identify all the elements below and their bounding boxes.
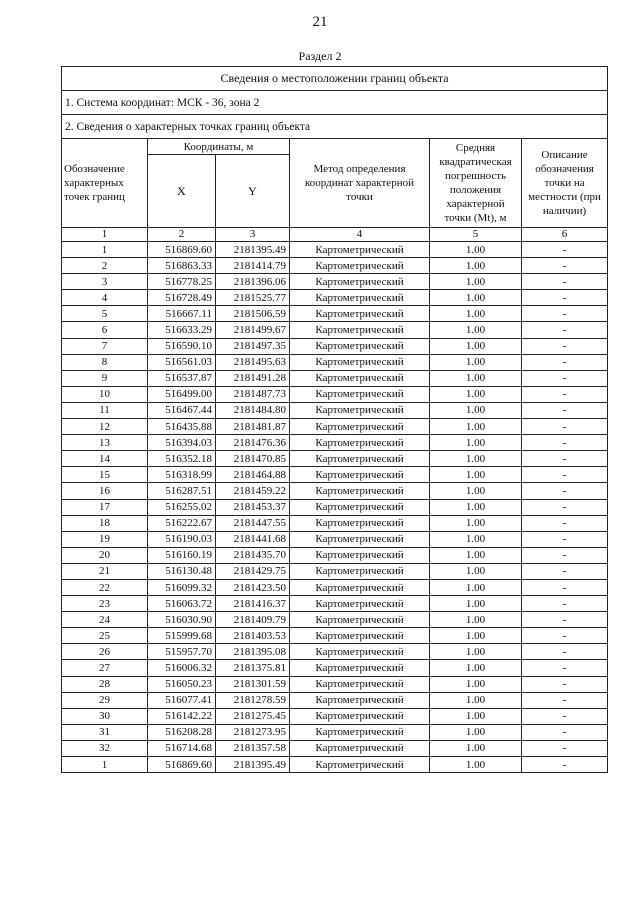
description-cell: -	[522, 483, 608, 499]
error-cell: 1.00	[430, 676, 522, 692]
method-cell: Картометрический	[290, 724, 430, 740]
coord-y-cell: 2181395.49	[216, 242, 290, 258]
description-cell: -	[522, 499, 608, 515]
table-row	[62, 660, 608, 676]
error-cell: 1.00	[430, 451, 522, 467]
table-row	[62, 515, 608, 531]
table-row	[62, 724, 608, 740]
coord-y-cell: 2181497.35	[216, 338, 290, 354]
column-number: 1	[62, 228, 148, 242]
point-id-cell: 6	[62, 322, 148, 338]
coord-y-cell: 2181395.49	[216, 757, 290, 773]
coord-x-cell: 516190.03	[148, 531, 216, 547]
coord-y-cell: 2181464.88	[216, 467, 290, 483]
coord-y-cell: 2181481.87	[216, 419, 290, 435]
error-cell: 1.00	[430, 354, 522, 370]
coord-x-cell: 516050.23	[148, 676, 216, 692]
method-cell: Картометрический	[290, 435, 430, 451]
coord-y-cell: 2181459.22	[216, 483, 290, 499]
point-id-cell: 27	[62, 660, 148, 676]
coord-y-cell: 2181423.50	[216, 579, 290, 595]
coord-y-cell: 2181416.37	[216, 596, 290, 612]
description-cell: -	[522, 402, 608, 418]
coord-x-cell: 516255.02	[148, 499, 216, 515]
coord-x-cell: 516863.33	[148, 258, 216, 274]
method-cell: Картометрический	[290, 692, 430, 708]
table-row	[62, 596, 608, 612]
point-id-cell: 19	[62, 531, 148, 547]
coord-x-cell: 516222.67	[148, 515, 216, 531]
coord-y-cell: 2181495.63	[216, 354, 290, 370]
description-cell: -	[522, 370, 608, 386]
description-cell: -	[522, 531, 608, 547]
coord-y-cell: 2181453.37	[216, 499, 290, 515]
method-cell: Картометрический	[290, 419, 430, 435]
error-cell: 1.00	[430, 242, 522, 258]
table-row	[62, 242, 608, 258]
table-row	[62, 354, 608, 370]
method-cell: Картометрический	[290, 499, 430, 515]
column-number: 4	[290, 228, 430, 242]
boundary-points-table	[61, 66, 608, 773]
point-id-cell: 14	[62, 451, 148, 467]
error-cell: 1.00	[430, 563, 522, 579]
coord-system-row: 1. Система координат: МСК - 36, зона 2	[62, 91, 608, 115]
coord-x-cell: 516435.88	[148, 419, 216, 435]
table-row	[62, 740, 608, 756]
method-cell: Картометрический	[290, 338, 430, 354]
coord-x-cell: 516287.51	[148, 483, 216, 499]
coord-x-cell: 516561.03	[148, 354, 216, 370]
error-cell: 1.00	[430, 306, 522, 322]
coord-y-cell: 2181409.79	[216, 612, 290, 628]
column-numbers-row	[62, 228, 608, 242]
coord-x-cell: 516667.11	[148, 306, 216, 322]
coord-y-cell: 2181470.85	[216, 451, 290, 467]
error-cell: 1.00	[430, 660, 522, 676]
coord-x-cell: 516778.25	[148, 274, 216, 290]
point-id-cell: 3	[62, 274, 148, 290]
method-cell: Картометрический	[290, 322, 430, 338]
point-id-cell: 29	[62, 692, 148, 708]
error-cell: 1.00	[430, 499, 522, 515]
coord-x-cell: 516537.87	[148, 370, 216, 386]
table-row	[62, 338, 608, 354]
coord-y-cell: 2181396.06	[216, 274, 290, 290]
coord-x-cell: 516006.32	[148, 660, 216, 676]
point-id-cell: 24	[62, 612, 148, 628]
coord-x-cell: 516318.99	[148, 467, 216, 483]
coord-y-cell: 2181447.55	[216, 515, 290, 531]
coord-x-cell: 516714.68	[148, 740, 216, 756]
point-id-cell: 13	[62, 435, 148, 451]
point-id-cell: 7	[62, 338, 148, 354]
coord-x-cell: 516394.03	[148, 435, 216, 451]
error-cell: 1.00	[430, 515, 522, 531]
error-cell: 1.00	[430, 692, 522, 708]
coord-y-cell: 2181395.08	[216, 644, 290, 660]
coord-y-cell: 2181414.79	[216, 258, 290, 274]
description-cell: -	[522, 676, 608, 692]
coord-x-cell: 516160.19	[148, 547, 216, 563]
point-id-cell: 1	[62, 242, 148, 258]
method-cell: Картометрический	[290, 467, 430, 483]
point-id-cell: 8	[62, 354, 148, 370]
header-error: Средняя квадратическая погрешность положения характерной точки (Mt), м	[430, 139, 522, 228]
method-cell: Картометрический	[290, 386, 430, 402]
coord-x-cell: 516467.44	[148, 402, 216, 418]
points-heading-row: 2. Сведения о характерных точках границ объекта	[62, 115, 608, 139]
method-cell: Картометрический	[290, 242, 430, 258]
error-cell: 1.00	[430, 579, 522, 595]
coord-x-cell: 516030.90	[148, 612, 216, 628]
table-row	[62, 435, 608, 451]
method-cell: Картометрический	[290, 515, 430, 531]
point-id-cell: 31	[62, 724, 148, 740]
error-cell: 1.00	[430, 531, 522, 547]
coord-y-cell: 2181429.75	[216, 563, 290, 579]
point-id-cell: 23	[62, 596, 148, 612]
table-row	[62, 451, 608, 467]
method-cell: Картометрический	[290, 306, 430, 322]
coord-x-cell: 516352.18	[148, 451, 216, 467]
coord-x-cell: 516633.29	[148, 322, 216, 338]
method-cell: Картометрический	[290, 258, 430, 274]
table-row	[62, 483, 608, 499]
column-number: 5	[430, 228, 522, 242]
header-y: Y	[216, 155, 290, 228]
method-cell: Картометрический	[290, 547, 430, 563]
point-id-cell: 28	[62, 676, 148, 692]
description-cell: -	[522, 338, 608, 354]
error-cell: 1.00	[430, 322, 522, 338]
error-cell: 1.00	[430, 386, 522, 402]
error-cell: 1.00	[430, 402, 522, 418]
error-cell: 1.00	[430, 338, 522, 354]
header-coords: Координаты, м	[148, 139, 290, 155]
error-cell: 1.00	[430, 370, 522, 386]
table-row	[62, 419, 608, 435]
error-cell: 1.00	[430, 290, 522, 306]
table-row	[62, 322, 608, 338]
description-cell: -	[522, 258, 608, 274]
method-cell: Картометрический	[290, 596, 430, 612]
description-cell: -	[522, 692, 608, 708]
coord-x-cell: 516099.32	[148, 579, 216, 595]
coord-x-cell: 515957.70	[148, 644, 216, 660]
coord-y-cell: 2181375.81	[216, 660, 290, 676]
table-row	[62, 402, 608, 418]
table-row	[62, 708, 608, 724]
header-description: Описание обозначения точки на местности (при наличии)	[522, 139, 608, 228]
table-body	[62, 242, 608, 773]
table-row	[62, 290, 608, 306]
method-cell: Картометрический	[290, 402, 430, 418]
coord-y-cell: 2181273.95	[216, 724, 290, 740]
header-method: Метод определения координат характерной точки	[290, 139, 430, 228]
table-row	[62, 757, 608, 773]
point-id-cell: 5	[62, 306, 148, 322]
coord-y-cell: 2181275.45	[216, 708, 290, 724]
error-cell: 1.00	[430, 740, 522, 756]
point-id-cell: 25	[62, 628, 148, 644]
point-id-cell: 18	[62, 515, 148, 531]
description-cell: -	[522, 740, 608, 756]
point-id-cell: 16	[62, 483, 148, 499]
table-title: Сведения о местоположении границ объекта	[62, 67, 608, 91]
description-cell: -	[522, 242, 608, 258]
table-row	[62, 547, 608, 563]
coord-x-cell: 516590.10	[148, 338, 216, 354]
error-cell: 1.00	[430, 724, 522, 740]
point-id-cell: 20	[62, 547, 148, 563]
error-cell: 1.00	[430, 757, 522, 773]
coord-y-cell: 2181487.73	[216, 386, 290, 402]
coord-y-cell: 2181476.36	[216, 435, 290, 451]
method-cell: Картометрический	[290, 290, 430, 306]
coord-y-cell: 2181301.59	[216, 676, 290, 692]
point-id-cell: 9	[62, 370, 148, 386]
coord-y-cell: 2181357.58	[216, 740, 290, 756]
column-number: 3	[216, 228, 290, 242]
method-cell: Картометрический	[290, 579, 430, 595]
error-cell: 1.00	[430, 612, 522, 628]
description-cell: -	[522, 724, 608, 740]
table-row	[62, 676, 608, 692]
table-row	[62, 467, 608, 483]
description-cell: -	[522, 547, 608, 563]
table-row	[62, 563, 608, 579]
description-cell: -	[522, 290, 608, 306]
coord-y-cell: 2181435.70	[216, 547, 290, 563]
error-cell: 1.00	[430, 258, 522, 274]
error-cell: 1.00	[430, 419, 522, 435]
error-cell: 1.00	[430, 274, 522, 290]
error-cell: 1.00	[430, 547, 522, 563]
header-x: X	[148, 155, 216, 228]
method-cell: Картометрический	[290, 354, 430, 370]
table-row	[62, 579, 608, 595]
method-cell: Картометрический	[290, 612, 430, 628]
point-id-cell: 11	[62, 402, 148, 418]
table-row	[62, 628, 608, 644]
description-cell: -	[522, 451, 608, 467]
table-row	[62, 274, 608, 290]
error-cell: 1.00	[430, 644, 522, 660]
column-number: 2	[148, 228, 216, 242]
point-id-cell: 17	[62, 499, 148, 515]
method-cell: Картометрический	[290, 757, 430, 773]
page-number: 21	[312, 14, 328, 30]
coord-y-cell: 2181278.59	[216, 692, 290, 708]
method-cell: Картометрический	[290, 531, 430, 547]
table-row	[62, 531, 608, 547]
description-cell: -	[522, 515, 608, 531]
point-id-cell: 15	[62, 467, 148, 483]
coord-y-cell: 2181525.77	[216, 290, 290, 306]
table-row	[62, 499, 608, 515]
coord-x-cell: 516869.60	[148, 757, 216, 773]
error-cell: 1.00	[430, 596, 522, 612]
point-id-cell: 2	[62, 258, 148, 274]
coord-x-cell: 516063.72	[148, 596, 216, 612]
point-id-cell: 26	[62, 644, 148, 660]
error-cell: 1.00	[430, 628, 522, 644]
section-heading: Раздел 2	[298, 49, 342, 63]
coord-x-cell: 516077.41	[148, 692, 216, 708]
method-cell: Картометрический	[290, 483, 430, 499]
coord-y-cell: 2181484.80	[216, 402, 290, 418]
error-cell: 1.00	[430, 435, 522, 451]
coord-x-cell: 516869.60	[148, 242, 216, 258]
error-cell: 1.00	[430, 483, 522, 499]
description-cell: -	[522, 322, 608, 338]
description-cell: -	[522, 563, 608, 579]
method-cell: Картометрический	[290, 370, 430, 386]
coord-x-cell: 516208.28	[148, 724, 216, 740]
error-cell: 1.00	[430, 467, 522, 483]
description-cell: -	[522, 274, 608, 290]
coord-y-cell: 2181403.53	[216, 628, 290, 644]
point-id-cell: 12	[62, 419, 148, 435]
point-id-cell: 21	[62, 563, 148, 579]
description-cell: -	[522, 435, 608, 451]
description-cell: -	[522, 612, 608, 628]
coord-y-cell: 2181506.59	[216, 306, 290, 322]
point-id-cell: 30	[62, 708, 148, 724]
method-cell: Картометрический	[290, 740, 430, 756]
method-cell: Картометрический	[290, 451, 430, 467]
coord-x-cell: 516142.22	[148, 708, 216, 724]
method-cell: Картометрический	[290, 676, 430, 692]
table-row	[62, 370, 608, 386]
method-cell: Картометрический	[290, 660, 430, 676]
error-cell: 1.00	[430, 708, 522, 724]
point-id-cell: 4	[62, 290, 148, 306]
point-id-cell: 1	[62, 757, 148, 773]
table-row	[62, 258, 608, 274]
table-row	[62, 386, 608, 402]
description-cell: -	[522, 596, 608, 612]
description-cell: -	[522, 419, 608, 435]
description-cell: -	[522, 386, 608, 402]
table-row	[62, 306, 608, 322]
description-cell: -	[522, 354, 608, 370]
coord-x-cell: 516130.48	[148, 563, 216, 579]
description-cell: -	[522, 757, 608, 773]
table-row	[62, 644, 608, 660]
point-id-cell: 10	[62, 386, 148, 402]
description-cell: -	[522, 579, 608, 595]
column-number: 6	[522, 228, 608, 242]
method-cell: Картометрический	[290, 274, 430, 290]
coord-x-cell: 515999.68	[148, 628, 216, 644]
method-cell: Картометрический	[290, 644, 430, 660]
point-id-cell: 32	[62, 740, 148, 756]
method-cell: Картометрический	[290, 628, 430, 644]
description-cell: -	[522, 467, 608, 483]
table-row	[62, 692, 608, 708]
coord-x-cell: 516499.00	[148, 386, 216, 402]
description-cell: -	[522, 660, 608, 676]
coord-y-cell: 2181499.67	[216, 322, 290, 338]
point-id-cell: 22	[62, 579, 148, 595]
method-cell: Картометрический	[290, 563, 430, 579]
description-cell: -	[522, 644, 608, 660]
table-row	[62, 612, 608, 628]
coord-x-cell: 516728.49	[148, 290, 216, 306]
method-cell: Картометрический	[290, 708, 430, 724]
description-cell: -	[522, 628, 608, 644]
description-cell: -	[522, 306, 608, 322]
coord-y-cell: 2181441.68	[216, 531, 290, 547]
coord-y-cell: 2181491.28	[216, 370, 290, 386]
header-designation: Обозначение характерных точек границ	[62, 139, 148, 228]
description-cell: -	[522, 708, 608, 724]
